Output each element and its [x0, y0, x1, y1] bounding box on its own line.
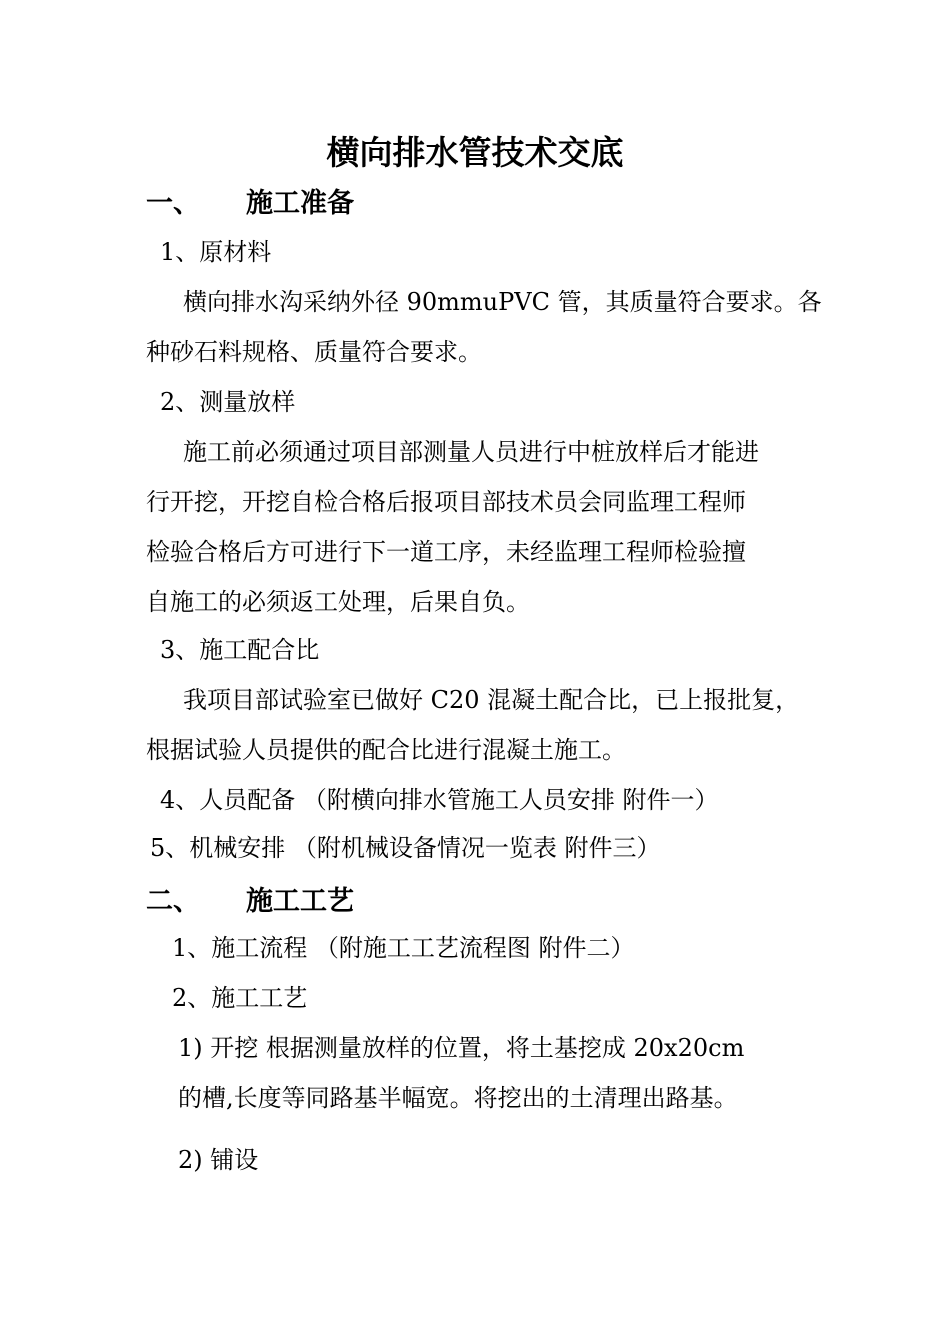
item-5-heading: 5、机械安排 （附机械设备情况一览表 附件三）: [150, 834, 661, 862]
substep-2-heading: 2) 铺设: [178, 1146, 259, 1174]
item-2-paragraph-line-4: 自施工的必须返工处理，后果自负。: [146, 588, 530, 616]
section-1-heading: [146, 186, 354, 222]
step-1-heading: 1、施工流程 （附施工工艺流程图 附件二）: [172, 934, 635, 962]
item-4-heading: 4、人员配备 （附横向排水管施工人员安排 附件一）: [160, 786, 719, 814]
item-2-paragraph-line-2: 行开挖，开挖自检合格后报项目部技术员会同监理工程师: [146, 488, 746, 516]
item-1-paragraph-line-1: 横向排水沟采纳外径 90mmuPVC 管，其质量符合要求。各: [183, 288, 822, 316]
item-1-heading: 1、原材料: [160, 238, 272, 266]
section-2-heading: [146, 884, 354, 920]
item-3-heading: 3、施工配合比: [160, 636, 320, 664]
document-title: 横向排水管技术交底: [326, 133, 624, 172]
section-2-number: 二、: [146, 886, 200, 917]
item-2-paragraph-line-1: 施工前必须通过项目部测量人员进行中桩放样后才能进: [183, 438, 759, 466]
section-1-number: 一、: [146, 188, 200, 219]
item-3-paragraph-line-2: 根据试验人员提供的配合比进行混凝土施工。: [146, 736, 626, 764]
item-2-paragraph-line-3: 检验合格后方可进行下一道工序，未经监理工程师检验擅: [146, 538, 746, 566]
step-2-heading: 2、施工工艺: [172, 984, 308, 1012]
item-1-paragraph-line-2: 种砂石料规格、质量符合要求。: [146, 338, 482, 366]
section-1-title: 施工准备: [246, 188, 354, 219]
item-3-paragraph-line-1: 我项目部试验室已做好 C20 混凝土配合比，已上报批复，: [183, 686, 800, 714]
substep-1-line-1: 1) 开挖 根据测量放样的位置，将土基挖成 20x20cm: [178, 1034, 745, 1062]
substep-1-line-2: 的槽,长度等同路基半幅宽。将挖出的土清理出路基。: [178, 1084, 738, 1112]
item-2-heading: 2、测量放样: [160, 388, 296, 416]
section-2-title: 施工工艺: [246, 886, 354, 917]
